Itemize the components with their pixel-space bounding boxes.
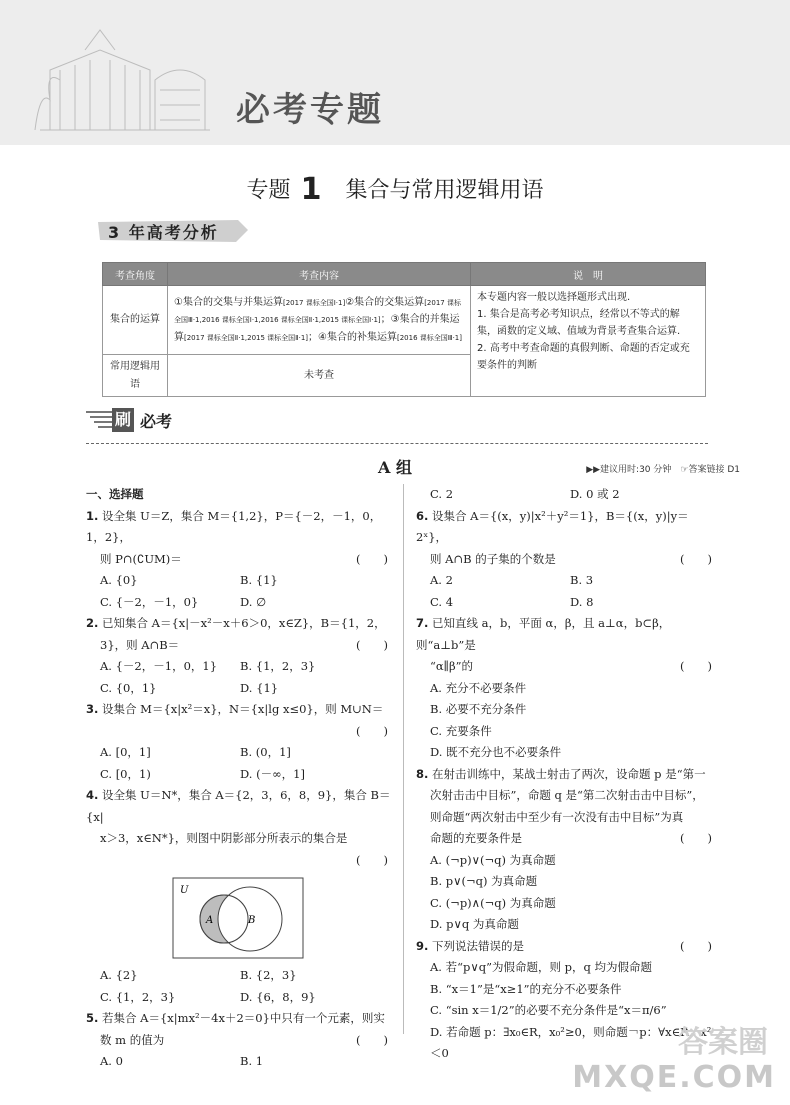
content-text: ；④集合的补集运算	[308, 331, 397, 343]
header-content: 考查内容	[168, 263, 471, 286]
question-text: 数 m 的值为	[100, 1032, 165, 1047]
option-b: B. {1，2，3}	[240, 659, 316, 673]
option-c: C. {0，1}	[100, 680, 157, 695]
question-text: “α∥β”的	[430, 659, 473, 673]
note-line: 2. 高考中考查命题的真假判断、命题的否定或充要条件的判断	[477, 343, 690, 371]
topic-prefix: 专题	[246, 178, 291, 203]
option-a: A. 0	[100, 1054, 123, 1068]
option-d: D. 若命题 p：∃x₀∈R，x₀²≥0，则命题￢p：∀x∈R，x²＜0	[430, 1024, 712, 1060]
shua-box: 刷	[112, 408, 134, 432]
watermark-top: 答案圈	[678, 1025, 768, 1060]
question-4	[86, 785, 392, 1008]
option-c: C. 充要条件	[430, 723, 492, 738]
option-d: D. (－∞，1]	[240, 766, 305, 781]
question-text: 设全集 U＝Z，集合 M＝{1,2}，P＝{－2，－1，0，1，2}，	[86, 508, 382, 544]
question-1	[86, 506, 392, 614]
option-d: D. 既不充分也不必要条件	[430, 745, 562, 759]
question-text: 已知直线 a，b，平面 α，β，且 a⊥α，b⊂β，则“a⊥b”是	[416, 616, 671, 652]
section-divider	[86, 443, 708, 444]
source-ref: [2017 课标全国Ⅱ·1,2015 课标全国Ⅱ·1]	[184, 333, 309, 342]
option-c: C. [0，1)	[100, 766, 151, 781]
option-b: B. (0，1]	[240, 745, 291, 759]
shua-label: 必考	[140, 412, 173, 431]
angle-cell: 集合的运算	[103, 286, 168, 355]
right-column	[416, 484, 716, 1065]
source-ref: [2016 课标全国Ⅲ·1]	[396, 333, 462, 342]
option-c: C. “sin x＝1/2”的必要不充分条件是“x＝π/6”	[430, 1003, 667, 1017]
option-c: C. {－2，－1，0}	[100, 594, 199, 609]
content-cell: 未考查	[168, 355, 471, 397]
question-6	[416, 506, 716, 614]
content-text: ；③集合的并集运算	[174, 314, 460, 343]
left-column	[86, 484, 392, 1073]
question-number: 7.	[416, 616, 429, 630]
option-a: A. [0，1]	[100, 745, 151, 759]
shua-bikao-heading	[86, 404, 206, 436]
speed-lines-icon	[86, 410, 114, 430]
content-text: ②集合的交集运算	[345, 296, 425, 308]
question-text: 若集合 A＝{x|mx²－4x＋2＝0}中只有一个元素，则实	[102, 1011, 385, 1025]
question-3	[86, 699, 392, 785]
question-number: 9.	[416, 938, 429, 953]
answer-paren: ( )	[680, 551, 712, 566]
option-b: B. {2，3}	[240, 968, 297, 982]
question-number: 5.	[86, 1011, 99, 1025]
group-title: A 组	[378, 458, 412, 477]
option-c: C. {1，2，3}	[100, 989, 176, 1004]
option-b: B. {1}	[240, 573, 278, 587]
analysis-heading	[98, 218, 248, 244]
option-a: A. (¬p)∨(¬q) 为真命题	[430, 852, 556, 867]
content-cell	[168, 286, 471, 355]
topic-name: 集合与常用逻辑用语	[345, 178, 544, 203]
option-c: C. (¬p)∧(¬q) 为真命题	[430, 895, 556, 910]
option-b: B. p∨(¬q) 为真命题	[430, 874, 538, 888]
answer-paren: ( )	[356, 637, 388, 652]
option-d: D. p∨q 为真命题	[430, 917, 519, 931]
question-2	[86, 613, 392, 699]
answer-paren: ( )	[680, 831, 712, 845]
suggested-time: ▶▶建议用时:30 分钟	[586, 465, 672, 475]
question-8	[416, 764, 716, 936]
option-b: B. 必要不充分条件	[430, 702, 527, 716]
section-title: 一、选择题	[86, 487, 144, 501]
answer-paren: ( )	[356, 723, 388, 738]
analysis-table	[102, 262, 706, 397]
question-number: 4.	[86, 788, 99, 802]
label-b: B	[248, 915, 256, 926]
question-text: 在射击训练中，某战士射击了两次，设命题 p 是“第一	[432, 766, 706, 781]
question-text: 次射击击中目标”，命题 q 是“第二次射击击中目标”，	[430, 788, 704, 802]
answer-paren: ( )	[680, 938, 712, 953]
header-notes: 说 明	[471, 263, 706, 286]
option-b: B. 1	[240, 1054, 264, 1068]
question-text: x＞3，x∈N*}，则图中阴影部分所表示的集合是	[100, 831, 348, 845]
content-text: ①集合的交集与并集运算	[174, 296, 283, 308]
group-meta	[586, 462, 740, 475]
label-a: A	[206, 915, 214, 926]
notes-cell	[471, 286, 706, 397]
option-a: A. {2}	[100, 968, 138, 982]
page-title: 必考专题	[236, 90, 384, 130]
option-b: B. 3	[570, 573, 594, 587]
option-a: A. 充分不必要条件	[430, 680, 527, 695]
question-number: 6.	[416, 508, 429, 523]
analysis-heading-text: 3 年高考分析	[108, 223, 219, 242]
option-a: A. {0}	[100, 573, 138, 587]
column-divider	[403, 484, 404, 1034]
table-row	[103, 286, 706, 355]
question-text: 则 P∩(∁UM)＝	[100, 551, 182, 566]
option-c: C. 2	[430, 487, 454, 501]
building-illustration-icon	[30, 10, 220, 140]
venn-diagram	[172, 877, 304, 959]
option-b: B. “x＝1”是“x≥1”的充分不必要条件	[430, 981, 622, 996]
question-text: 已知集合 A＝{x|－x²－x＋6＞0，x∈Z}，B＝{1，2，	[102, 616, 386, 630]
answer-link: ☞答案链接 D1	[680, 465, 740, 475]
question-text: 3}，则 A∩B＝	[100, 637, 180, 652]
question-text: 则命题“两次射击中至少有一次没有击中目标”为真	[430, 809, 684, 824]
answer-paren: ( )	[680, 659, 712, 673]
header-angle: 考查角度	[103, 263, 168, 286]
label-u: U	[180, 885, 189, 896]
question-number: 1.	[86, 508, 99, 523]
question-5	[86, 1008, 392, 1073]
question-number: 2.	[86, 616, 99, 630]
topic-heading	[0, 172, 790, 207]
option-c: C. 4	[430, 594, 454, 609]
option-d: D. {6，8，9}	[240, 989, 316, 1004]
option-a: A. 若“p∨q”为假命题，则 p，q 均为假命题	[430, 960, 653, 974]
angle-cell: 常用逻辑用语	[103, 355, 168, 397]
question-text: 设集合 M＝{x|x²＝x}，N＝{x|lg x≤0}，则 M∪N＝	[102, 702, 384, 716]
option-d: D. {1}	[240, 680, 279, 695]
option-d: D. 8	[570, 594, 594, 609]
question-text: 设集合 A＝{(x，y)|x²＋y²＝1}，B＝{(x，y)|y＝2ˣ}，	[416, 508, 689, 544]
answer-paren: ( )	[356, 852, 388, 867]
source-ref: [2017 课标全国Ⅰ·1]	[282, 298, 346, 307]
note-line: 1. 集合是高考必考知识点，经常以不等式的解集，函数的定义域、值域为背景考查集合运算.	[477, 309, 681, 337]
question-text: 下列说法错误的是	[432, 938, 525, 953]
option-d: D. 0 或 2	[570, 487, 620, 501]
option-d: D. ∅	[240, 594, 267, 609]
question-number: 8.	[416, 766, 429, 781]
watermark: MXQE.COM	[572, 1060, 776, 1095]
source-ref: [2017 课标全国Ⅲ·1,2016 课标全国Ⅰ·1,2016 课标全国Ⅱ·1,2015 课标全国Ⅰ·1]	[174, 298, 461, 325]
question-number: 3.	[86, 702, 99, 716]
question-7	[416, 613, 716, 764]
option-a: A. {－2，－1，0，1}	[100, 659, 218, 673]
topic-number: 1	[300, 172, 322, 207]
header-banner	[0, 0, 790, 145]
answer-paren: ( )	[356, 1032, 388, 1047]
option-a: A. 2	[430, 573, 453, 587]
question-text: 设全集 U＝N*，集合 A＝{2，3，6，8，9}，集合 B＝{x|	[86, 788, 391, 824]
note-line: 本专题内容一般以选择题形式出现.	[477, 292, 631, 303]
question-text: 命题的充要条件是	[430, 831, 522, 845]
table-header-row	[103, 263, 706, 286]
question-9	[416, 936, 716, 1065]
answer-paren: ( )	[356, 551, 388, 566]
question-text: 则 A∩B 的子集的个数是	[430, 551, 556, 566]
